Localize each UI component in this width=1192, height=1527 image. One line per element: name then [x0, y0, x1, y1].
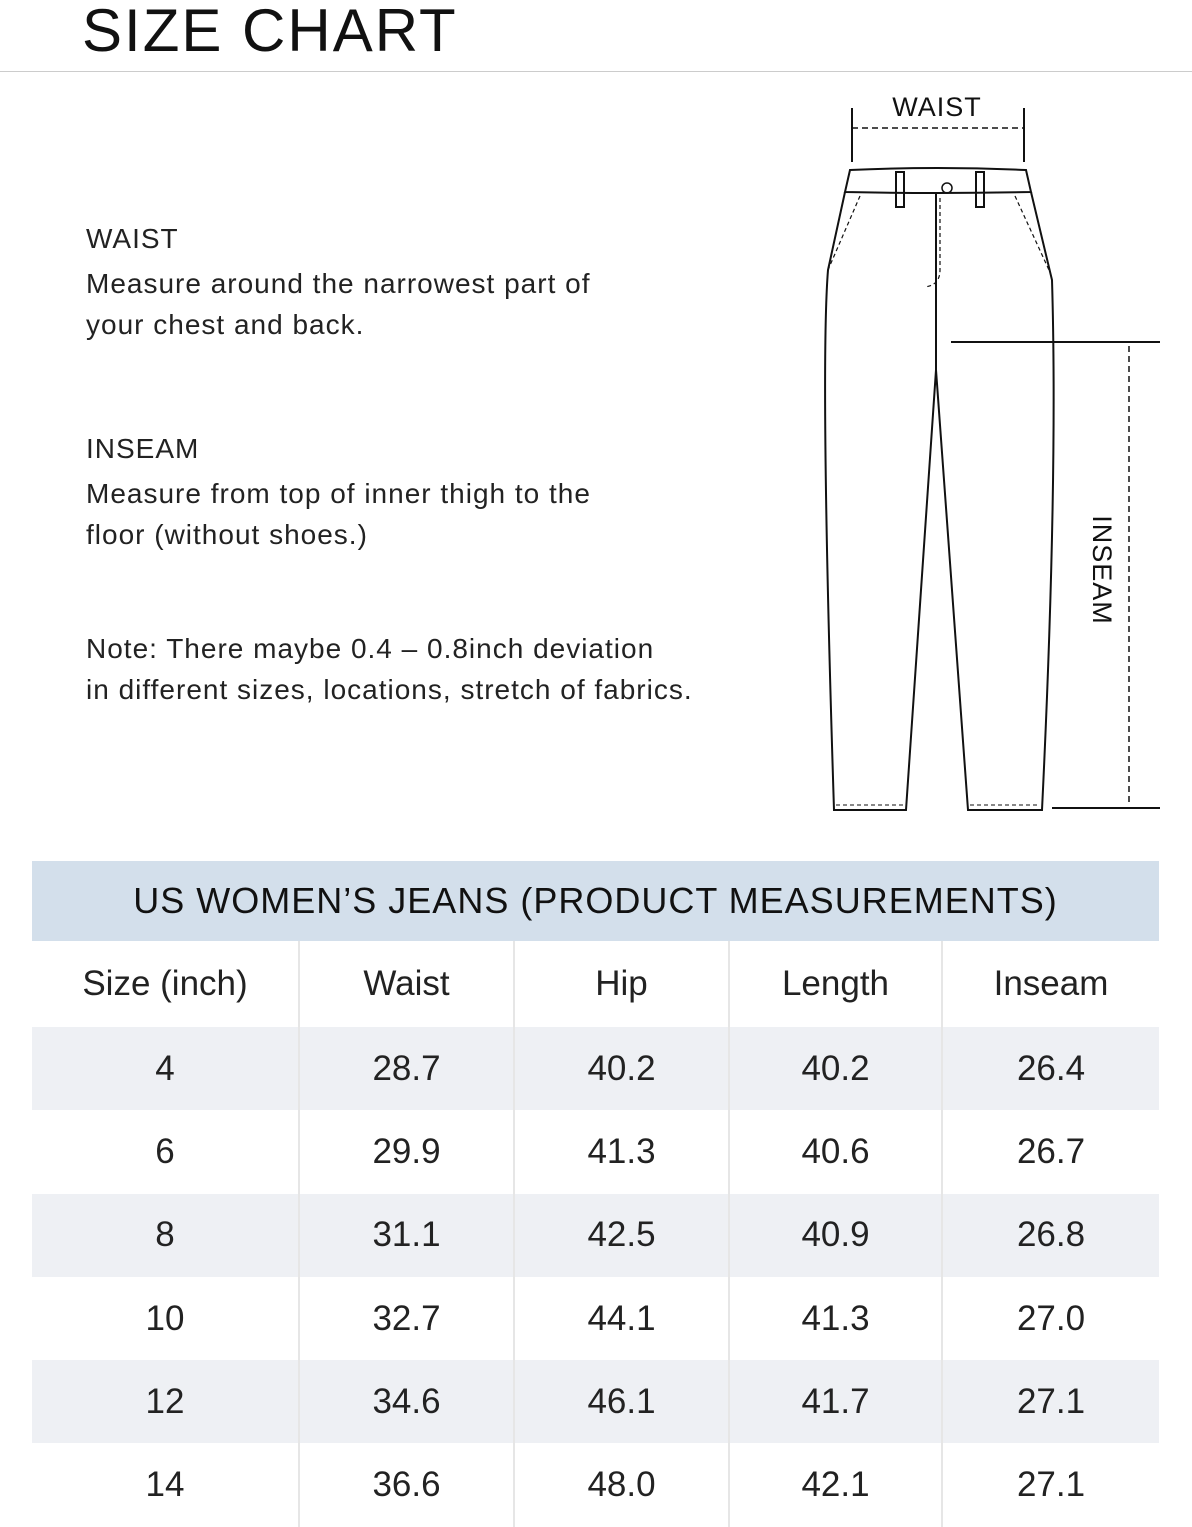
page-title: SIZE CHART [82, 0, 458, 64]
cell-hip: 42.5 [515, 1194, 730, 1277]
cell-hip: 41.3 [515, 1110, 730, 1193]
inseam-section [86, 428, 591, 555]
header-inseam: Inseam [993, 964, 1109, 1003]
cell-waist: 36.6 [300, 1443, 515, 1526]
cell-hip: 40.2 [515, 1027, 730, 1110]
table-row [32, 1277, 1159, 1360]
cell-size: 4 [32, 1027, 300, 1110]
inseam-desc-1: Measure from top of inner thigh to the [86, 478, 591, 509]
header-length: Length [730, 941, 943, 1027]
divider [0, 71, 1192, 72]
table-header-row [32, 941, 1159, 1027]
cell-inseam: 27.1 [1016, 1465, 1086, 1505]
cell-length: 42.1 [730, 1443, 943, 1526]
table-row [32, 1027, 1159, 1110]
cell-length: 40.6 [730, 1110, 943, 1193]
cell-waist: 31.1 [300, 1194, 515, 1277]
table-row [32, 1194, 1159, 1277]
cell-waist: 28.7 [300, 1027, 515, 1110]
cell-inseam: 26.7 [1016, 1131, 1086, 1171]
cell-inseam: 27.1 [1016, 1381, 1086, 1421]
cell-length: 40.2 [730, 1027, 943, 1110]
table-row [32, 1360, 1159, 1443]
cell-length: 40.9 [730, 1194, 943, 1277]
diagram-inseam-label: INSEAM [1087, 515, 1117, 625]
waist-section [86, 218, 590, 345]
table-title: US WOMEN’S JEANS (PRODUCT MEASUREMENTS) [32, 861, 1159, 941]
cell-waist: 34.6 [300, 1360, 515, 1443]
table-row [32, 1443, 1159, 1526]
cell-inseam: 27.0 [1016, 1298, 1086, 1338]
cell-size: 6 [32, 1110, 300, 1193]
cell-size: 8 [32, 1194, 300, 1277]
cell-size: 12 [32, 1360, 300, 1443]
cell-waist: 29.9 [300, 1110, 515, 1193]
header-size: Size (inch) [32, 941, 300, 1027]
waist-heading: WAIST [86, 223, 179, 254]
cell-size: 14 [32, 1443, 300, 1526]
table-row [32, 1110, 1159, 1193]
inseam-heading: INSEAM [86, 433, 200, 464]
cell-hip: 48.0 [515, 1443, 730, 1526]
cell-length: 41.3 [730, 1277, 943, 1360]
inseam-desc-2: floor (without shoes.) [86, 519, 368, 550]
cell-length: 41.7 [730, 1360, 943, 1443]
note-line-1: Note: There maybe 0.4 – 0.8inch deviation [86, 633, 655, 664]
size-table [32, 861, 1159, 1527]
waist-desc-1: Measure around the narrowest part of [86, 268, 591, 299]
cell-hip: 46.1 [515, 1360, 730, 1443]
header-waist: Waist [300, 941, 515, 1027]
diagram-waist-label: WAIST [892, 92, 982, 122]
cell-inseam: 26.8 [1016, 1215, 1086, 1255]
cell-inseam: 26.4 [1016, 1048, 1086, 1088]
note [86, 628, 693, 710]
header-hip: Hip [515, 941, 730, 1027]
note-line-2: in different sizes, locations, stretch of fabrics. [86, 674, 693, 705]
waist-desc-2: your chest and back. [86, 309, 365, 340]
cell-hip: 44.1 [515, 1277, 730, 1360]
pants-diagram [800, 80, 1192, 820]
cell-waist: 32.7 [300, 1277, 515, 1360]
cell-size: 10 [32, 1277, 300, 1360]
